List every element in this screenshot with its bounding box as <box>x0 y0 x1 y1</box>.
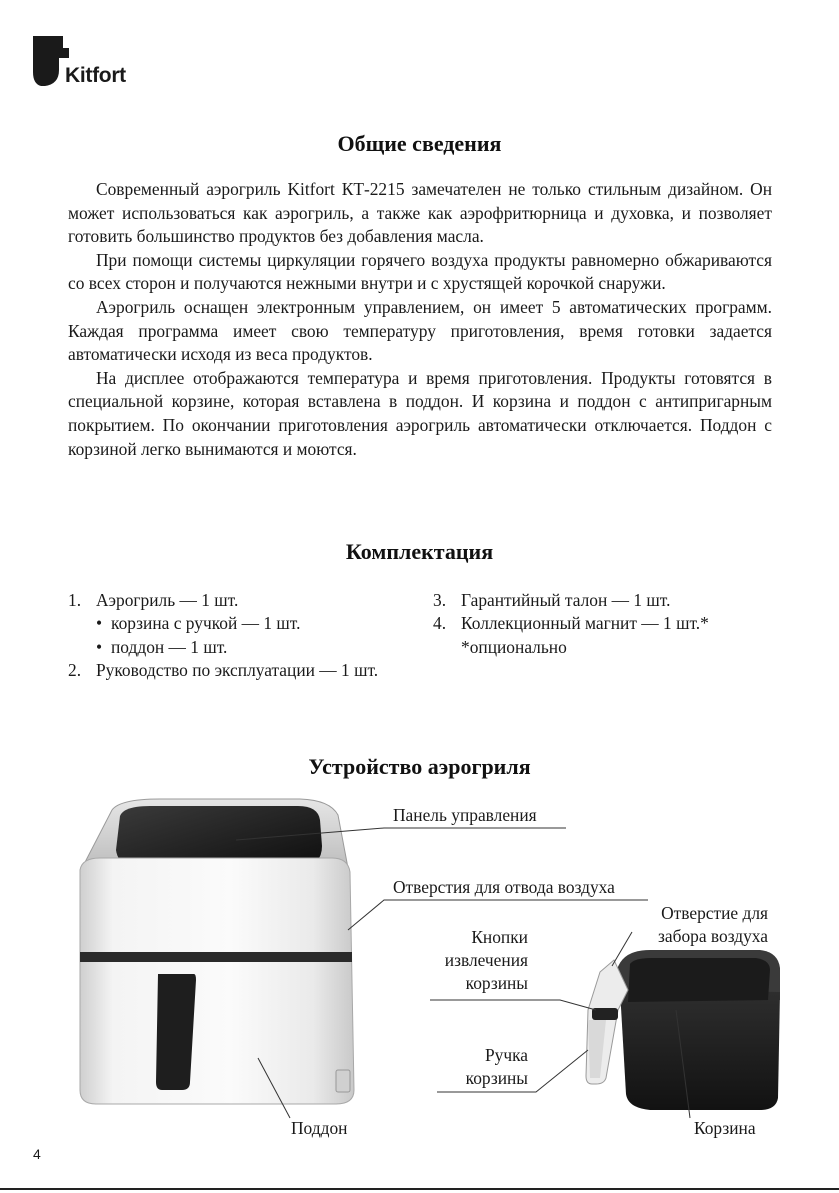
label-basket: Корзина <box>694 1118 756 1138</box>
fryer-foot <box>336 1070 350 1092</box>
bullet-icon: • <box>96 613 103 634</box>
fryer-handle <box>156 974 196 1090</box>
label-air-intake <box>620 902 768 948</box>
item-text: Аэрогриль — 1 шт. <box>96 590 239 610</box>
list-item <box>433 612 709 635</box>
item-number: 1. <box>68 590 82 610</box>
fryer-body <box>80 858 354 1104</box>
footnote: *опционально <box>461 636 567 657</box>
label-line: забора воздуха <box>658 926 768 946</box>
label-line: корзины <box>465 1068 528 1088</box>
item-text: Коллекционный магнит — 1 шт.* <box>461 613 709 634</box>
label-line: извлечения <box>444 950 528 970</box>
label-air-outlet: Отверстия для отвода воздуха <box>393 877 615 897</box>
kit-list-left <box>68 589 378 682</box>
basket-image <box>586 950 780 1110</box>
general-title: Общие сведения <box>337 131 502 156</box>
label-release-buttons <box>400 926 528 995</box>
list-subitem <box>68 636 378 659</box>
item-number: 3. <box>433 590 447 610</box>
brand-name: Kitfort <box>65 64 126 87</box>
label-control-panel: Панель управления <box>393 805 537 825</box>
kit-list-right <box>433 589 709 659</box>
paragraph: Современный аэрогриль Kitfort КТ-2215 замечателен не только стильным дизайном. Он может использоваться как аэрогриль, а также как аэрофритюрница и духовка, и позволяет готовить большинство продуктов без добавления масла. <box>68 179 772 247</box>
general-text <box>68 178 772 461</box>
label-line: корзины <box>465 973 528 993</box>
list-item <box>68 589 378 612</box>
paragraph: Аэрогриль оснащен электронным управлением, он имеет 5 автоматических программ. Каждая программа имеет свою температуру приготовления, время готовки задается автоматически исходя из веса продуктов. <box>68 296 772 365</box>
label-basket-handle <box>420 1044 528 1090</box>
paragraph: На дисплее отображаются температура и время приготовления. Продукты готовятся в специальной корзине, которая вставлена в поддон. И корзина и поддон с антипригарным покрытием. По окончании приготовления аэрогриль автоматически отключается. Поддон с корзиной легко вынимаются и моются. <box>68 367 772 459</box>
kitfort-logo <box>33 36 143 88</box>
kit-title: Комплектация <box>345 539 494 564</box>
item-text: корзина с ручкой — 1 шт. <box>111 613 301 634</box>
item-text: Руководство по эксплуатации — 1 шт. <box>96 659 379 680</box>
basket-body <box>620 990 780 1110</box>
paragraph: При помощи системы циркуляции горячего воздуха продукты равномерно обжариваются со всех сторон и получаются нежными внутри и с хрустящей корочкой снаружи. <box>68 249 772 294</box>
label-line: Кнопки <box>471 927 528 947</box>
basket-inner <box>628 958 770 1002</box>
item-number: 2. <box>68 659 82 680</box>
device-title: Устройство аэрогриля <box>308 754 531 779</box>
bullet-icon: • <box>96 636 103 657</box>
air-fryer-image <box>80 799 354 1104</box>
label-line: Отверстие для <box>661 903 768 923</box>
label-line: Ручка <box>484 1045 528 1065</box>
list-item <box>68 659 378 682</box>
item-text: поддон — 1 шт. <box>111 636 228 657</box>
fryer-stripe <box>80 952 352 962</box>
list-subitem <box>68 612 378 635</box>
page-bottom-rule <box>0 1188 839 1190</box>
kitfort-logo-mark <box>33 36 69 88</box>
page-number: 4 <box>33 1146 41 1162</box>
list-item <box>433 589 709 612</box>
label-tray: Поддон <box>291 1118 348 1138</box>
item-text: Гарантийный талон — 1 шт. <box>461 590 671 610</box>
item-number: 4. <box>433 613 447 634</box>
